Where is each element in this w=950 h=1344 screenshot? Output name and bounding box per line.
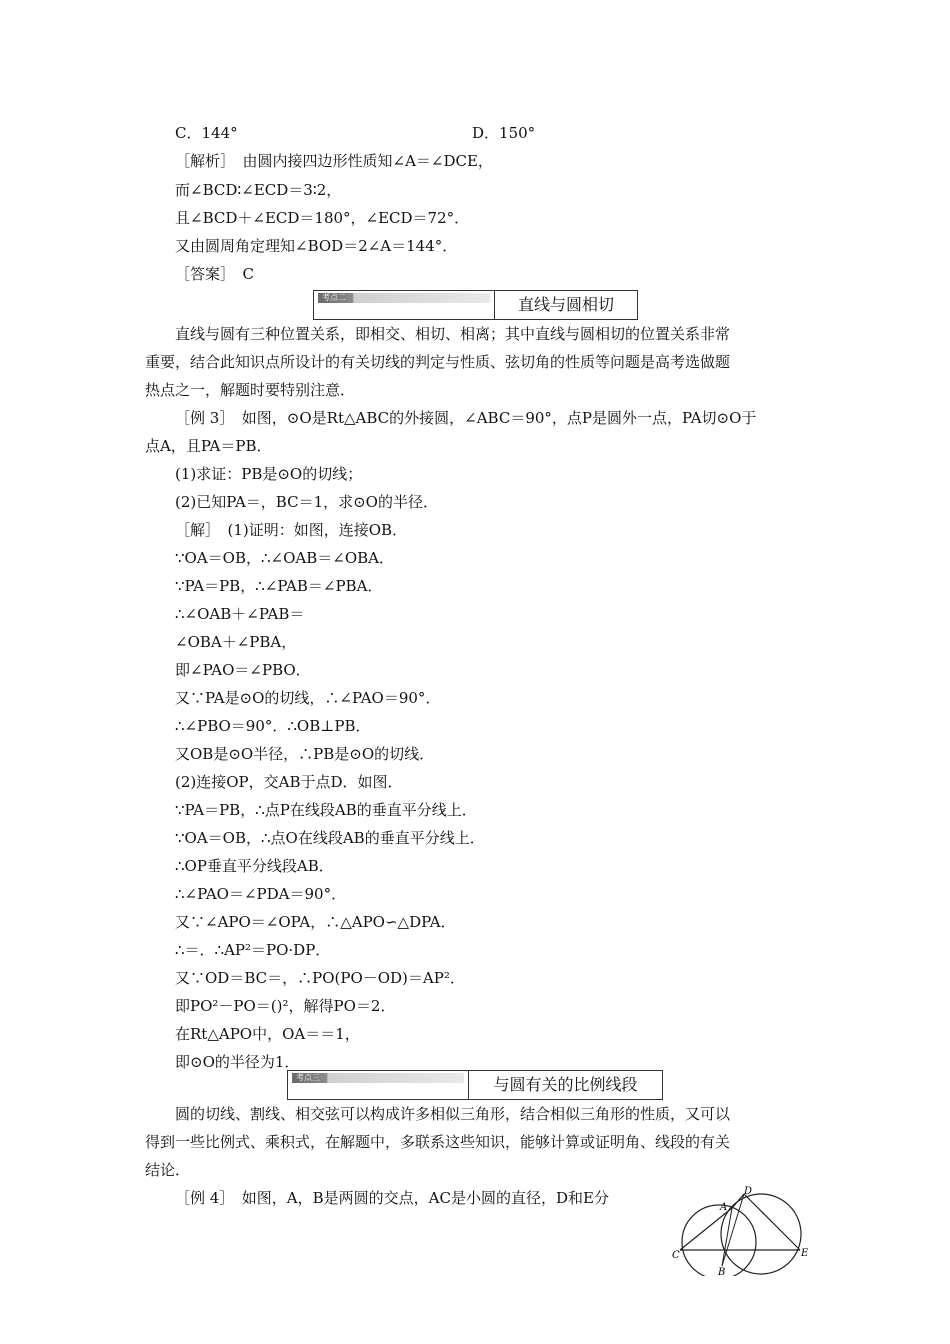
section3-intro-2: 得到一些比例式、乘积式，在解题中，多联系这些知识，能够计算或证明角、线段的有关 — [145, 1133, 731, 1151]
solution-line-11: 又OB是⊙O半径，∴PB是⊙O的切线． — [175, 745, 435, 763]
section-tag: 考点三 — [292, 1073, 464, 1083]
section-title: 与圆有关的比例线段 — [493, 1075, 638, 1094]
solution-line-3: ［解］ (1)证明：如图，连接OB． — [175, 521, 408, 539]
solution-line-12: (2)连接OP，交AB于点D．如图． — [175, 773, 403, 791]
section2-intro-3: 热点之一，解题时要特别注意． — [145, 381, 356, 399]
section-header-tangent — [313, 290, 638, 320]
example3-line-2: 点A，且PA＝PB． — [145, 437, 272, 455]
section-tag-container — [314, 291, 495, 319]
label-e: E — [801, 1248, 809, 1259]
solution-line-7: ∠OBA＋∠PBA， — [175, 633, 297, 651]
solution-line-20: 即PO²－PO＝()²，解得PO＝2． — [175, 997, 396, 1015]
solution-line-18: ∴＝．∴AP²＝PO·DP． — [175, 941, 331, 959]
section2-intro-1: 直线与圆有三种位置关系，即相交、相切、相离；其中直线与圆相切的位置关系非常 — [175, 325, 731, 343]
section-tag-container — [288, 1071, 469, 1099]
section3-intro-3: 结论． — [145, 1161, 191, 1179]
segment-ca — [680, 1208, 732, 1250]
solution-line-1: (1)求证：PB是⊙O的切线； — [175, 465, 363, 483]
solution-line-16: ∴∠PAO＝∠PDA＝90°． — [175, 885, 347, 903]
label-c: C — [672, 1250, 680, 1261]
option-d: D．150° — [472, 124, 536, 142]
solution-line-14: ∵OA＝OB，∴点O在线段AB的垂直平分线上． — [175, 829, 485, 847]
label-a: A — [720, 1202, 728, 1213]
solution-line-5: ∵PA＝PB，∴∠PAB＝∠PBA． — [175, 577, 383, 595]
solution-line-4: ∵OA＝OB，∴∠OAB＝∠OBA． — [175, 549, 394, 567]
analysis-line-1: ［解析］ 由圆内接四边形性质知∠A＝∠DCE， — [175, 152, 493, 170]
solution-line-6: ∴∠OAB＋∠PAB＝ — [175, 605, 305, 623]
option-c: C．144° — [175, 124, 238, 142]
answer-line: ［答案］ C — [175, 265, 254, 283]
section3-intro-1: 圆的切线、割线、相交弦可以构成许多相似三角形，结合相似三角形的性质，又可以 — [175, 1105, 731, 1123]
label-d: D — [744, 1186, 753, 1197]
label-b: B — [718, 1267, 726, 1276]
small-circle — [682, 1205, 756, 1276]
solution-line-8: 即∠PAO＝∠PBO． — [175, 661, 311, 679]
two-circles-figure — [672, 1186, 812, 1276]
solution-line-22: 即⊙O的半径为1． — [175, 1053, 300, 1071]
solution-line-21: 在Rt△APO中，OA＝＝1， — [175, 1025, 360, 1043]
example3-line-1: ［例 3］ 如图，⊙O是Rt△ABC的外接圆，∠ABC＝90°，点P是圆外一点，PA切⊙O于 — [175, 409, 757, 427]
solution-line-17: 又∵∠APO＝∠OPA，∴△APO∽△DPA． — [175, 913, 456, 931]
section-tag: 考点二 — [318, 293, 490, 303]
analysis-line-2: 而∠BCD∶∠ECD＝3∶2， — [175, 181, 342, 199]
segment-de — [744, 1194, 800, 1250]
solution-line-15: ∴OP垂直平分线段AB． — [175, 857, 334, 875]
analysis-line-3: 且∠BCD＋∠ECD＝180°，∠ECD＝72°． — [175, 209, 470, 227]
example4-line-1: ［例 4］ 如图，A，B是两圆的交点，AC是小圆的直径，D和E分 — [175, 1189, 609, 1207]
solution-line-13: ∵PA＝PB，∴点P在线段AB的垂直平分线上． — [175, 801, 477, 819]
solution-line-10: ∴∠PBO＝90°．∴OB⊥PB． — [175, 717, 371, 735]
solution-line-2: (2)已知PA＝，BC＝1，求⊙O的半径． — [175, 493, 438, 511]
solution-line-9: 又∵PA是⊙O的切线，∴∠PAO＝90°． — [175, 689, 441, 707]
solution-line-19: 又∵OD＝BC＝，∴PO(PO－OD)＝AP²． — [175, 969, 465, 987]
section-header-proportional — [287, 1070, 663, 1100]
section2-intro-2: 重要，结合此知识点所设计的有关切线的判定与性质、弦切角的性质等问题是高考选做题 — [145, 353, 731, 371]
analysis-line-4: 又由圆周角定理知∠BOD＝2∠A＝144°． — [175, 237, 458, 255]
section-title: 直线与圆相切 — [517, 295, 614, 314]
